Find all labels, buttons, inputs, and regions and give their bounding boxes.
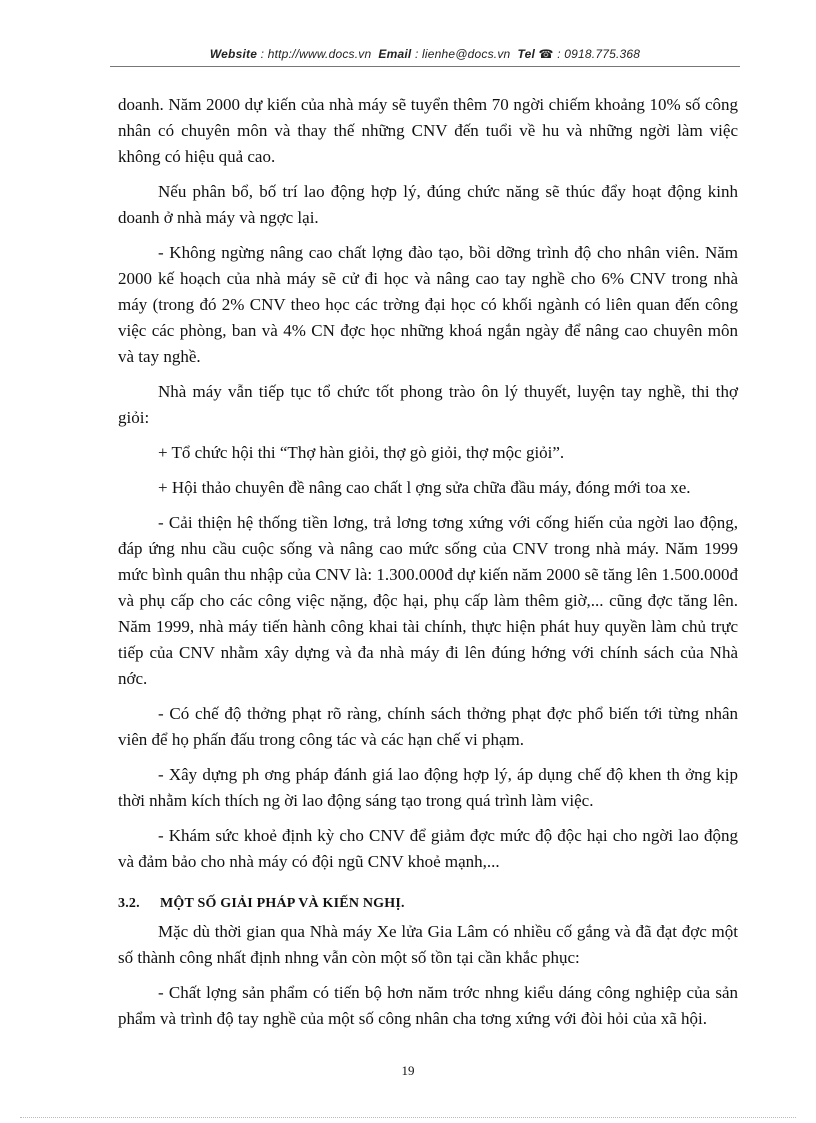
section-heading xyxy=(118,893,738,915)
page-header xyxy=(110,47,740,61)
paragraph-4: Nhà máy vẫn tiếp tục tổ chức tốt phong trào ôn lý thuyết, luyện tay nghề, thi thợ giỏi: xyxy=(118,382,738,427)
paragraph-5: + Tổ chức hội thi “Thợ hàn giỏi, thợ gò giỏi, thợ mộc giỏi”. xyxy=(158,443,565,462)
paragraph-3: - Không ngừng nâng cao chất lợng đào tạo, bồi dỡng trình độ cho nhân viên. Năm 2000 kế hoạch của nhà máy sẽ cử đi học và nâng cao tay nghề cho 6% CNV trong nhà máy (trong đó 2% CNV theo học các trờng đại học có khối ngành có liên quan đến công việc các phòng, ban và 4% CN đợc học những khoá ngắn ngày để nâng cao chuyên môn và tay nghề. xyxy=(118,243,738,366)
email-label: Email xyxy=(378,47,412,61)
paragraph-6: + Hội thảo chuyên đề nâng cao chất l ợng sửa chữa đầu máy, đóng mới toa xe. xyxy=(158,478,691,497)
tel-value: : 0918.775.368 xyxy=(557,47,641,61)
website-value: : http://www.docs.vn xyxy=(260,47,372,61)
page-number: 19 xyxy=(401,1063,415,1078)
paragraph-1: doanh. Năm 2000 dự kiến của nhà máy sẽ tuyển thêm 70 ngời chiếm khoảng 10% số công nhân có chuyên môn và thay thế những CNV đến tuổi về hu và những ngời làm việc không có hiệu quả cao. xyxy=(118,95,738,166)
document-body xyxy=(118,92,738,1041)
paragraph-7: - Cải thiện hệ thống tiền lơng, trả lơng tơng xứng với cống hiến của ngời lao động, đáp ứng nhu cầu cuộc sống và nâng cao mức sống của CNV trong nhà máy. Năm 1999 mức bình quân thu nhập của CNV là: 1.300.000đ dự kiến năm 2000 sẽ tăng lên 1.500.000đ và phụ cấp cho các công việc nặng, độc hại, phụ cấp làm thêm giờ,... cũng đợc tăng lên. Năm 1999, nhà máy tiến hành công khai tài chính, thực hiện phát huy quyền làm chủ trực tiếp của CNV nhằm xây dựng và đa nhà máy đi lên đúng hớng với chính sách của Nhà nớc. xyxy=(118,513,738,688)
section-paragraph-1: Mặc dù thời gian qua Nhà máy Xe lửa Gia Lâm có nhiều cố gắng và đã đạt đợc một số thành công nhất định nhng vẫn còn một số tồn tại cần khắc phục: xyxy=(118,922,738,967)
header-divider xyxy=(110,66,740,67)
tel-label: Tel ☎ xyxy=(517,47,554,61)
page-bottom-border xyxy=(20,1117,796,1118)
email-value: : lienhe@docs.vn xyxy=(414,47,511,61)
section-number: 3.2. xyxy=(118,896,140,911)
paragraph-8: - Có chế độ thởng phạt rõ ràng, chính sách thởng phạt đợc phổ biến tới từng nhân viên để họ phấn đấu trong công tác và các hạn chế vi phạm. xyxy=(118,704,738,749)
paragraph-10: - Khám sức khoẻ định kỳ cho CNV để giảm đợc mức độ độc hại cho ngời lao động và đảm bảo cho nhà máy có đội ngũ CNV khoẻ mạnh,... xyxy=(118,826,738,871)
section-paragraph-2: - Chất lợng sản phẩm có tiến bộ hơn năm trớc nhng kiểu dáng công nghiệp của sản phẩm và trình độ tay nghề của một số công nhân cha tơng xứng với đòi hỏi của xã hội. xyxy=(118,983,738,1028)
paragraph-2: Nếu phân bổ, bố trí lao động hợp lý, đúng chức năng sẽ thúc đẩy hoạt động kinh doanh ở nhà máy và ngợc lại. xyxy=(118,182,738,227)
website-label: Website xyxy=(209,47,258,61)
paragraph-9: - Xây dựng ph ơng pháp đánh giá lao động hợp lý, áp dụng chế độ khen th ởng kịp thời nhằm kích thích ng ời lao động sáng tạo trong quá trình làm việc. xyxy=(118,765,738,810)
section-title: MỘT SỐ GIẢI PHÁP VÀ KIẾN NGHỊ. xyxy=(160,896,405,911)
